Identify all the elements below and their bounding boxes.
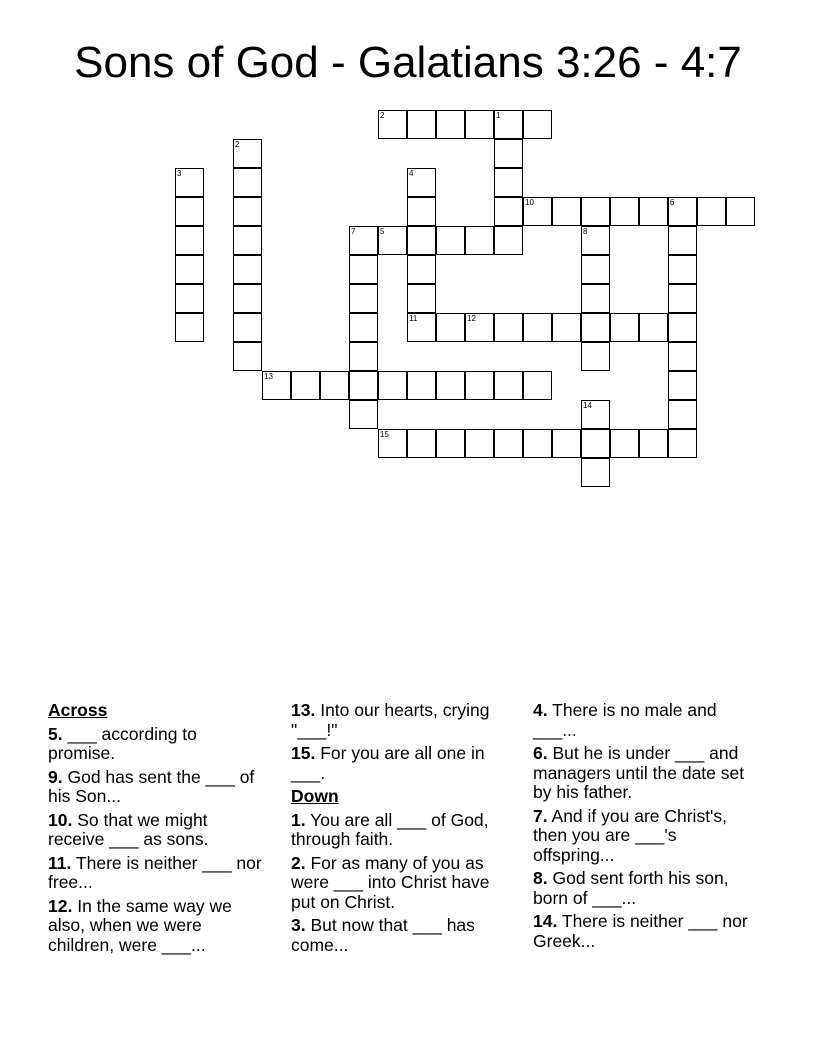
- grid-cell[interactable]: [233, 313, 262, 342]
- grid-cell[interactable]: [494, 168, 523, 197]
- clue-across-13: 13. Into our hearts, crying "___!": [291, 700, 490, 740]
- grid-cell[interactable]: [407, 226, 436, 255]
- grid-cell[interactable]: [523, 429, 552, 458]
- grid-cell[interactable]: [233, 197, 262, 226]
- clue-down-7: 7. And if you are Christ's, then you are ___'s offspring...: [533, 805, 728, 865]
- grid-cell[interactable]: [523, 110, 552, 139]
- cell-number: 5: [380, 227, 385, 236]
- grid-cell[interactable]: [494, 226, 523, 255]
- grid-cell[interactable]: [349, 284, 378, 313]
- clue-across-9: 9. God has sent the ___ of his Son...: [48, 766, 255, 806]
- grid-cell[interactable]: [494, 313, 523, 342]
- cell-number: 2: [380, 111, 385, 120]
- grid-cell[interactable]: [407, 110, 436, 139]
- grid-cell[interactable]: [320, 371, 349, 400]
- grid-cell[interactable]: [233, 255, 262, 284]
- grid-cell[interactable]: [233, 139, 262, 168]
- grid-cell[interactable]: [407, 371, 436, 400]
- cell-number: 11: [409, 314, 418, 323]
- cell-number: 7: [351, 227, 356, 236]
- grid-cell[interactable]: [233, 226, 262, 255]
- grid-cell[interactable]: [175, 168, 204, 197]
- grid-cell[interactable]: [436, 313, 465, 342]
- grid-cell[interactable]: [465, 110, 494, 139]
- clue-down-4: 4. There is no male and ___...: [533, 700, 717, 740]
- grid-cell[interactable]: [349, 255, 378, 284]
- grid-cell[interactable]: [407, 429, 436, 458]
- grid-cell[interactable]: [668, 342, 697, 371]
- grid-cell[interactable]: [465, 226, 494, 255]
- grid-cell[interactable]: [639, 429, 668, 458]
- grid-cell[interactable]: [349, 342, 378, 371]
- grid-cell[interactable]: [581, 429, 610, 458]
- grid-cell[interactable]: [639, 197, 668, 226]
- grid-cell[interactable]: [436, 110, 465, 139]
- grid-cell[interactable]: [407, 255, 436, 284]
- grid-cell[interactable]: [494, 429, 523, 458]
- grid-cell[interactable]: [668, 255, 697, 284]
- grid-cell[interactable]: [291, 371, 320, 400]
- grid-cell[interactable]: [639, 313, 668, 342]
- grid-cell[interactable]: [494, 197, 523, 226]
- page-title: Sons of God - Galatians 3:26 - 4:7: [74, 38, 742, 87]
- grid-cell[interactable]: [349, 371, 378, 400]
- clue-down-2: 2. For as many of you as were ___ into Christ have put on Christ.: [291, 852, 490, 912]
- grid-cell[interactable]: [552, 429, 581, 458]
- cell-number: 4: [409, 169, 414, 178]
- grid-cell[interactable]: [175, 255, 204, 284]
- grid-cell[interactable]: [175, 197, 204, 226]
- clue-across-12: 12. In the same way we also, when we were children, were ___...: [48, 895, 232, 955]
- grid-cell[interactable]: [407, 284, 436, 313]
- grid-cell[interactable]: [349, 226, 378, 255]
- cell-number: 13: [264, 372, 273, 381]
- grid-cell[interactable]: [668, 197, 697, 226]
- across-heading: Across: [48, 700, 108, 720]
- grid-cell[interactable]: [494, 139, 523, 168]
- cell-number: 6: [670, 198, 675, 207]
- grid-cell[interactable]: [552, 313, 581, 342]
- down-heading: Down: [291, 786, 339, 806]
- cell-number: 1: [496, 111, 501, 120]
- clue-across-15: 15. For you are all one in ___.: [291, 743, 485, 783]
- grid-cell[interactable]: [581, 400, 610, 429]
- cell-number: 12: [467, 314, 476, 323]
- grid-cell[interactable]: [668, 226, 697, 255]
- cell-number: 2: [235, 140, 240, 149]
- grid-cell[interactable]: [436, 226, 465, 255]
- grid-cell[interactable]: [378, 110, 407, 139]
- cell-number: 10: [525, 198, 534, 207]
- clue-down-14: 14. There is neither ___ nor Greek...: [533, 911, 748, 951]
- grid-cell[interactable]: [668, 429, 697, 458]
- grid-cell[interactable]: [610, 197, 639, 226]
- cell-number: 3: [177, 169, 182, 178]
- cell-number: 14: [583, 401, 592, 410]
- grid-cell[interactable]: [465, 313, 494, 342]
- clue-column-3: [533, 701, 753, 955]
- clue-down-1: 1. You are all ___ of God, through faith.: [291, 809, 489, 849]
- clue-down-8: 8. God sent forth his son, born of ___...: [533, 868, 729, 908]
- grid-cell[interactable]: [668, 371, 697, 400]
- grid-cell[interactable]: [581, 197, 610, 226]
- grid-cell[interactable]: [465, 371, 494, 400]
- grid-cell[interactable]: [523, 197, 552, 226]
- grid-cell[interactable]: [407, 197, 436, 226]
- grid-cell[interactable]: [697, 197, 726, 226]
- grid-cell[interactable]: [581, 342, 610, 371]
- grid-cell[interactable]: [610, 429, 639, 458]
- grid-cell[interactable]: [581, 226, 610, 255]
- clue-down-6: 6. But he is under ___ and managers until the date set by his father.: [533, 743, 745, 802]
- grid-cell[interactable]: [175, 226, 204, 255]
- grid-cell[interactable]: [175, 284, 204, 313]
- grid-cell[interactable]: [726, 197, 755, 226]
- clue-across-5: 5. ___ according to promise.: [48, 723, 197, 763]
- grid-cell[interactable]: [378, 371, 407, 400]
- grid-cell[interactable]: [175, 313, 204, 342]
- clue-column-1: [48, 701, 268, 959]
- grid-cell[interactable]: [523, 371, 552, 400]
- grid-cell[interactable]: [349, 313, 378, 342]
- grid-cell[interactable]: [233, 168, 262, 197]
- grid-cell[interactable]: [668, 400, 697, 429]
- grid-cell[interactable]: [407, 313, 436, 342]
- clue-across-11: 11. There is neither ___ nor free...: [48, 852, 262, 892]
- grid-cell[interactable]: [668, 313, 697, 342]
- cell-number: 15: [380, 430, 389, 439]
- cell-number: 8: [583, 227, 588, 236]
- grid-cell[interactable]: [494, 371, 523, 400]
- grid-cell[interactable]: [436, 371, 465, 400]
- clue-across-10: 10. So that we might receive ___ as sons.: [48, 809, 209, 849]
- grid-cell[interactable]: [581, 255, 610, 284]
- grid-cell[interactable]: [668, 284, 697, 313]
- grid-cell[interactable]: [262, 371, 291, 400]
- grid-cell[interactable]: [233, 284, 262, 313]
- grid-cell[interactable]: [378, 429, 407, 458]
- clue-column-2: [291, 701, 511, 959]
- grid-cell[interactable]: [581, 458, 610, 487]
- grid-cell[interactable]: [494, 110, 523, 139]
- grid-cell[interactable]: [378, 226, 407, 255]
- grid-cell[interactable]: [465, 429, 494, 458]
- crossword-grid: [0, 0, 816, 500]
- clue-down-3: 3. But now that ___ has come...: [291, 915, 475, 955]
- grid-cell[interactable]: [407, 168, 436, 197]
- grid-cell[interactable]: [523, 313, 552, 342]
- grid-cell[interactable]: [552, 197, 581, 226]
- grid-cell[interactable]: [349, 400, 378, 429]
- grid-cell[interactable]: [610, 313, 639, 342]
- grid-cell[interactable]: [233, 342, 262, 371]
- grid-cell[interactable]: [581, 284, 610, 313]
- grid-cell[interactable]: [436, 429, 465, 458]
- grid-cell[interactable]: [581, 313, 610, 342]
